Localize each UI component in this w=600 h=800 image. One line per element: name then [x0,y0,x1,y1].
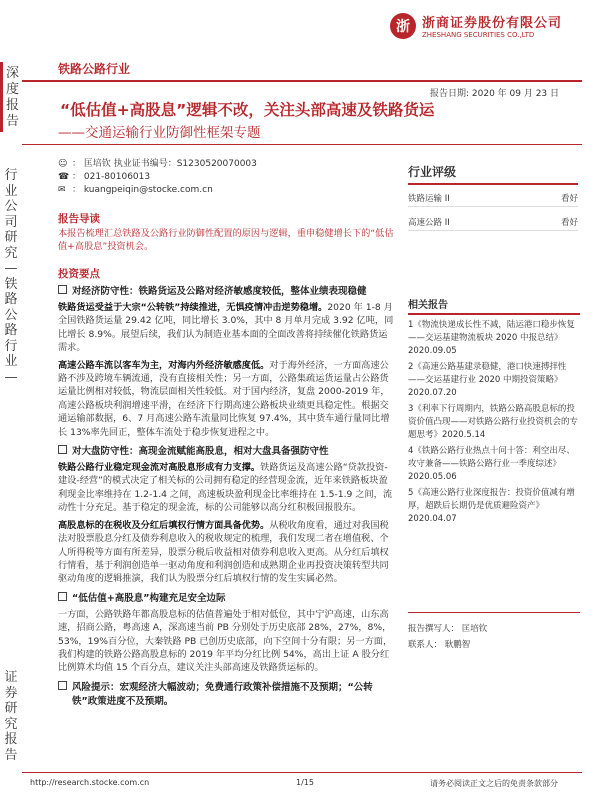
rating-name: 铁路运输 II [408,193,450,204]
sidebar-mid-label: 行业公司研究—铁路公路行业— [4,168,18,385]
analyst-block [58,158,257,197]
related-item[interactable]: 4《铁路公路行业热点十问十答：利空出尽、攻守兼备——铁路公路行业一季度综述》2020.05.06 [408,446,575,482]
report-date: 报告日期: 2020 年 09 月 23 日 [430,89,560,99]
sidebar-top-label [0,62,22,132]
paragraph-2 [58,359,396,439]
analyst-name: ： 匡培钦 执业证书编号：S1230520070003 [72,159,257,169]
para-lead: 铁路公路行业稳定现金流对高股息形成有力支撑。 [58,462,261,474]
para-lead: 高股息标的在税收及分红后填权行情方面具备优势。 [58,519,270,531]
sidebar-top-text: 深度报告 [5,66,19,129]
rating-value: 看好 [560,193,578,204]
footer-rule [22,772,582,773]
paragraph-1 [58,301,396,355]
report-author: 报告撰写人： 匡培钦 [408,624,488,634]
para-lead: 高速公路车流以客车为主，对海内外经济敏感度低。 [58,359,270,371]
rating-row-highway [408,213,578,231]
rating-value: 看好 [560,217,578,228]
bullet-text: 对大盘防守性：高现金流赋能高股息，相对大盘具备强防守性 [72,446,329,458]
related-section [408,296,580,529]
rating-box [408,163,578,231]
paragraph-3 [58,461,396,515]
related-title: 相关报告 [408,296,580,315]
paragraph-4 [58,519,396,586]
related-item[interactable]: 2《高速公路基建录稳健，港口快速搏拝性——交运基建行业 2020 中期投资策略》2020.07.20 [408,362,567,398]
rating-row-rail [408,189,578,207]
header-rule [22,80,582,82]
company-name-cn: 浙商证券股份有限公司 [422,16,563,31]
footer-url[interactable]: http://research.stocke.com.cn [30,778,150,787]
analyst-email[interactable]: ： kuangpeiqin@stocke.com.cn [72,185,213,195]
bullet-text: 对经济防守性：铁路货运及公路对经济敏感度较低，整体业绩表现稳健 [72,286,367,297]
rating-title: 行业评级 [408,163,578,185]
rating-name: 高速公路 II [408,217,450,228]
phone-icon: ☎ [58,172,70,182]
para-text: 铁路货运及高速公路“贷款投资-建设-经营”的模式决定了相关标的公司拥有稳定的经营现金流，近年来铁路板块盈利现金比率维持在 1.2-1.4 之间，高速板块盈利现金比率维持在 1.5-1.9 之间，流动性十分充足。基于稳定的现金流，标的公司能够以高分红积极回报股东。 [58,462,393,514]
email-icon: ✉ [58,185,66,195]
bullet-text: “低估值+高股息”构建充足安全边际 [72,592,226,604]
footer-disclaimer: 请务必阅读正文之后的免责条款部分 [430,779,558,788]
risk-text: 风险提示：宏观经济大幅波动；免费通行政策补偿措施不及预期；“公转铁”政策进度不及预期。 [72,681,373,707]
para-text: 从税收角度看，通过对我国税法对股票股息分红及债券利息收入的税收规定的梳理，我们发现二者在增值税、个人所得税等方面有所差异，股票分税后收益相对债券利息收入更高。从分红后填权行情看，基于利润创造单一驱动角度和利润创造和成熟期企业再投资决策转型共同驱动角度的逻辑推演，我们认为股票分红后填权行情的发生实属必然。 [58,519,389,585]
logo-icon: 浙 [390,13,416,39]
checkbox-icon [58,285,67,294]
contact-person: 联系人： 耿鹏智 [408,640,471,650]
para-lead: 铁路货运受益于大宗“公转铁”持续推进，无惧疫情冲击逆势稳增。 [58,302,328,313]
paragraph-5: 一方面，公路铁路年都高股息标的估值普遍处于相对低位，其中宁沪高速，山东高速，招商公路，粤高速 A，深高速当前 PB 分别处于历史底部 28%，27%，8%，53%，19%百分位，大秦铁路 PB 已创历史底部，向下空间十分有限；另一方面，我们构建的铁路公路高股息标的 2019 年平均分红比例 54%，高出上证 A 股分红比例算术均值 15 个百分点，建议关注头部高速及铁路货运标的。 [58,608,393,674]
title-rule [22,144,582,145]
invest-title: 投资要点 [58,268,100,280]
bullet-point-3 [58,590,396,604]
page-number: 1/15 [296,778,314,787]
guide-title: 报告导读 [58,213,100,225]
guide-text: 本报告梳理汇总铁路及公路行业防御性配置的原因与逻辑，重申稳健增长下的“低估值+高股息”投资机会。 [58,228,394,253]
company-name-en: ZHESHANG SECURITIES CO.,LTD [422,31,535,39]
related-item[interactable]: 5《高速公路行业深度报告：投资价值减有增厚，超跌后长期仍是优质避险资产》2020.04.07 [408,488,575,524]
report-title: “低估值+高股息”逻辑不改，关注头部高速及铁路货运 [60,101,435,119]
related-item[interactable]: 1《物流快递成长性不减，陆运港口稳步恢复——交运基建物流板块 2020 中报总结》2020.09.05 [408,320,575,356]
report-subtitle: ——交通运输行业防御性框架专题 [58,125,261,141]
related-item[interactable]: 3《利率下行周期内，铁路公路高股息标的投资价值凸现——对铁路公路行业投资机会的专题思考》2020.5.14 [408,404,579,440]
para-text: 2020 年 1-8 月全国铁路货运量 29.42 亿吨，同比增长 3.0%，其中 8 月单月完成 3.92 亿吨，同比增长 8.9%。展望后续，我们认为制造业基本面的全面改善将持续催化铁路货运需求。 [58,302,394,354]
contacts-block [408,612,580,653]
analyst-phone: ： 021-80106013 [72,172,151,182]
checkbox-icon [58,592,67,601]
company-logo [390,12,562,39]
risk-warning [58,679,396,707]
checkbox-icon [58,681,67,690]
invest-body [58,283,396,707]
sidebar-bottom-label: 证券研究报告 [4,670,18,763]
bullet-point-2 [58,443,396,457]
checkbox-icon [58,445,67,454]
industry-label: 铁路公路行业 [58,62,131,76]
para-text: 对于海外经济，一方面高速公路不涉及跨境车辆流通，没有直接相关性；另一方面，公路集疏运货运量占公路货运量比例相对较低，物流层面相关性较低。对于国内经济，复盘 2000-2019 年，高速公路板块利润增速平滑，在经济下行期高速公路板块业绩更具稳定性。根据交通运输部数据，6、7 月高速公路车流量同比恢复 97.4%，其中货车通行量同比增长 13%率先回正，整体车流处于稳步恢复进程之中。 [58,359,390,438]
person-icon: ☺ [58,159,68,169]
bullet-point-1 [58,283,396,297]
